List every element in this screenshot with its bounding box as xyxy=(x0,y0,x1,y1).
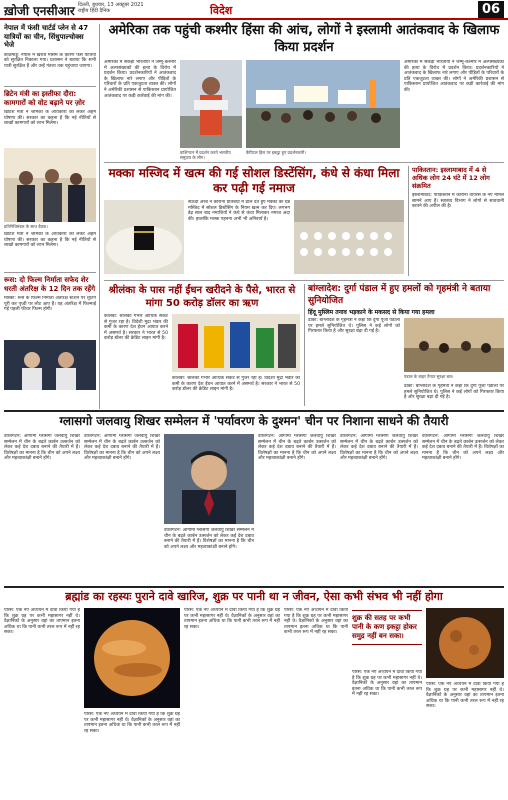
story-body-universe-4: पेरिस: एक नए अध्ययन में दावा किया गया है कि शुक्र ग्रह पर कभी महासागर नहीं थे। वैज्ञानिकों के अनुसार वहां का तापमान इतना अधिक था कि पानी कभी तरल रूप में नहीं रह सका। xyxy=(284,608,348,636)
story-body-universe-6: पेरिस: एक नए अध्ययन में दावा किया गया है कि शुक्र ग्रह पर कभी महासागर नहीं थे। वैज्ञानिकों के अनुसार वहां का तापमान इतना अधिक था कि पानी कभी तरल रूप में नहीं रह सका। xyxy=(426,682,504,710)
masthead xyxy=(0,0,508,20)
story-body: ब्रिटिश मंत्री ने श्रमिकों के अधिकारों को लेकर अहम घोषणा की। सरकार का कहना है कि नई नीतियों से लाखों कामगारों को लाभ मिलेगा। xyxy=(4,110,96,127)
photo-fuel-pumps xyxy=(172,314,300,372)
story-pakistan xyxy=(412,166,504,267)
story-body-glasgow-3: वाशिंगटन: आगामी ग्लासगो जलवायु शिखर सम्मेलन में चीन के बढ़ते कार्बन उत्सर्जन को लेकर कई देश दबाव बनाने की तैयारी में हैं। विशेषज्ञों का मानना है कि चीन को अपने लक्ष्य और महत्वाकांक्षी बनाने होंगे। xyxy=(164,528,254,550)
photo-pandal xyxy=(404,318,504,372)
story-body-bangladesh: ढाका: बांग्लादेश के गृहमंत्री ने कहा कि दुर्गा पूजा पंडालों पर हमले सुनियोजित थे। पुलिस ने कई लोगों को गिरफ्तार किया है और सुरक्षा बढ़ा दी गई है। xyxy=(308,318,400,335)
story-body-glasgow-2: वाशिंगटन: आगामी ग्लासगो जलवायु शिखर सम्मेलन में चीन के बढ़ते कार्बन उत्सर्जन को लेकर कई देश दबाव बनाने की तैयारी में हैं। विशेषज्ञों का मानना है कि चीन को अपने लक्ष्य और महत्वाकांक्षी बनाने होंगे। xyxy=(84,434,160,462)
story-body-universe-2: पेरिस: एक नए अध्ययन में दावा किया गया है कि शुक्र ग्रह पर कभी महासागर नहीं थे। वैज्ञानिकों के अनुसार वहां का तापमान इतना अधिक था कि पानी कभी तरल रूप में नहीं रह सका। xyxy=(84,712,180,734)
story-headline: रूस: दो फिल्म निर्माता सफेद शेर धरती अंतरिक्ष के 12 दिन तक रहेंगे xyxy=(4,276,96,293)
photo-mecca-prayer xyxy=(294,200,404,274)
photo-delegation xyxy=(4,148,96,222)
photo-venus xyxy=(84,608,180,708)
photo-caption: कैपिटल हिल पर इकट्ठा हुए प्रदर्शनकारी। xyxy=(246,150,306,155)
section-title: विदेश xyxy=(210,4,233,17)
story-body-glasgow-4: वाशिंगटन: आगामी ग्लासगो जलवायु शिखर सम्मेलन में चीन के बढ़ते कार्बन उत्सर्जन को लेकर कई देश दबाव बनाने की तैयारी में हैं। विशेषज्ञों का मानना है कि चीन को अपने लक्ष्य और महत्वाकांक्षी बनाने होंगे। xyxy=(258,434,336,462)
divider xyxy=(104,162,504,163)
photo-caption: प्रतिनिधिमंडल के साथ बैठक। xyxy=(4,224,48,229)
pull-quote: शुक्र की सतह पर कभी पानी के कण इकट्ठा होकर समुद्र नहीं बन सका। xyxy=(352,610,422,645)
story-russia xyxy=(4,276,96,326)
story-body-kashmir-continued: अमेरिका में सैकड़ों भारतीयों ने जम्मू-कश्मीर में अल्पसंख्यकों की हत्या के विरोध में प्रदर्शन किया। प्रदर्शनकारियों ने आतंकवाद के खिलाफ नारे लगाए और पीड़ितों के परिवारों के प्रति एकजुटता व्यक्त की। लोगों ने अमेरिकी प्रशासन से पाकिस्तान प्रायोजित आतंकवाद पर कड़ी कार्रवाई की मांग की। xyxy=(404,60,504,93)
story-body: मॉस्को: रूस के फिल्म निर्माता अंतरिक्ष स्टेशन पर शूटिंग पूरी कर पृथ्वी पर लौट आए हैं। यह अंतरिक्ष में फिल्माई गई पहली फीचर फिल्म होगी। xyxy=(4,296,96,313)
headline-glasgow: ग्लासगो जलवायु शिखर सम्मेलन में 'पर्यावरण के दुश्मन' चीन पर निशाना साधने की तैयारी xyxy=(59,414,449,428)
story-body-mecca: सऊदी अरब ने कोरोना प्रतिबंधों में ढील देते हुए मक्का की ग्रैंड मस्जिद में सोशल डिस्टेंसिंग के नियम खत्म कर दिए। लगभग डेढ़ साल बाद नमाजियों ने कंधे से कंधा मिलाकर नमाज अदा की। हालांकि मास्क पहनना अभी भी अनिवार्य है। xyxy=(188,200,290,222)
story-body-universe: पेरिस: एक नए अध्ययन में दावा किया गया है कि शुक्र ग्रह पर कभी महासागर नहीं थे। वैज्ञानिकों के अनुसार वहां का तापमान इतना अधिक था कि पानी कभी तरल रूप में नहीं रह सका। xyxy=(4,608,80,636)
story-headline: ब्रिटेन मंत्री का इस्तीफा दौरा: कामगारों को वोट बढ़ाने पर ज़ोर xyxy=(4,90,85,107)
page-number: 06 xyxy=(478,1,504,18)
story-headline: नेपाल में फंसी चार्टर्ड प्लेन से 47 यात्रियों का चीन, सिंधुपाल्चोक्स भेजे xyxy=(4,24,89,49)
dateline xyxy=(78,2,228,14)
divider xyxy=(4,86,96,87)
photo-caption: पंडाल के बाहर तैनात सुरक्षा बल। xyxy=(404,374,454,379)
photo-caption: वाशिंगटन में प्रदर्शन करते भारतीय समुदाय के लोग। xyxy=(180,150,231,160)
story-body-kashmir: अमेरिका में सैकड़ों भारतीयों ने जम्मू-कश्मीर में अल्पसंख्यकों की हत्या के विरोध में प्रदर्शन किया। प्रदर्शनकारियों ने आतंकवाद के खिलाफ नारे लगाए और पीड़ितों के परिवारों के प्रति एकजुटता व्यक्त की। लोगों ने अमेरिकी प्रशासन से पाकिस्तान प्रायोजित आतंकवाद पर कड़ी कार्रवाई की मांग की। xyxy=(104,60,176,99)
headline-bangladesh: बांग्लादेश: दुर्गा पंडाल में हुए हमलों को गृहमंत्री ने बताया सुनियोजित xyxy=(308,284,491,306)
photo-planet-surface xyxy=(426,608,504,678)
story-body: काठमांडू: नेपाल में खराब मौसम के कारण फंसे यात्रियों को सुरक्षित निकाला गया। प्रशासन ने बताया कि सभी यात्री सुरक्षित हैं और उन्हें गंतव्य तक पहुंचाया जाएगा। xyxy=(4,52,96,69)
story-body-glasgow-5: वाशिंगटन: आगामी ग्लासगो जलवायु शिखर सम्मेलन में चीन के बढ़ते कार्बन उत्सर्जन को लेकर कई देश दबाव बनाने की तैयारी में हैं। विशेषज्ञों का मानना है कि चीन को अपने लक्ष्य और महत्वाकांक्षी बनाने होंगे। xyxy=(340,434,418,462)
story-body-srilanka-continued: कोलंबो: श्रीलंका गंभीर आर्थिक संकट से गुजर रहा है। विदेशी मुद्रा भंडार की कमी के कारण देश ईंधन आयात करने में असमर्थ है। सरकार ने भारत से 50 करोड़ डॉलर की क्रेडिट लाइन मांगी है। xyxy=(172,376,300,393)
story-continued: ब्रिटिश मंत्री ने श्रमिकों के अधिकारों को लेकर अहम घोषणा की। सरकार का कहना है कि नई नीतियों से लाखों कामगारों को लाभ मिलेगा। xyxy=(4,232,96,249)
story-body-glasgow: वाशिंगटन: आगामी ग्लासगो जलवायु शिखर सम्मेलन में चीन के बढ़ते कार्बन उत्सर्जन को लेकर कई देश दबाव बनाने की तैयारी में हैं। विशेषज्ञों का मानना है कि चीन को अपने लक्ष्य और महत्वाकांक्षी बनाने होंगे। xyxy=(4,434,80,462)
story-britain xyxy=(4,90,96,146)
photo-xi-jinping xyxy=(164,434,254,524)
subheadline-bangladesh: हिंदू मुस्लिम तनाव भड़काने के मकसद से किया गया हमला xyxy=(308,309,435,316)
column-rule xyxy=(408,166,409,276)
newspaper-logo: ख़ोजी एनसीआर xyxy=(4,4,75,18)
headline-srilanka: श्रीलंका के पास नहीं ईंधन खरीदने के पैसे, भारत से मांगा 50 करोड़ डॉलर का ऋण xyxy=(108,285,296,309)
story-nepal xyxy=(4,24,96,93)
dateline-text: दिल्ली, बुधवार, 13 अक्टूबर 2021 xyxy=(78,2,144,8)
divider xyxy=(4,410,504,412)
headline-universe: ब्रह्मांड का रहस्यः पुराने दावे खारिज, शुक्र पर पानी था न जीवन, ऐसा कभी संभव भी नहीं होगा xyxy=(65,590,443,603)
dateline-subtext: राष्ट्रीय हिंदी दैनिक xyxy=(78,8,111,14)
headline-kashmir: अमेरिका तक पहुंची कश्मीर हिंसा की आंच, लोगों ने इस्लामी आतंकवाद के खिलाफ किया प्रदर्शन xyxy=(108,23,500,55)
divider xyxy=(104,280,504,281)
divider xyxy=(4,272,96,273)
story-body-universe-5: पेरिस: एक नए अध्ययन में दावा किया गया है कि शुक्र ग्रह पर कभी महासागर नहीं थे। वैज्ञानिकों के अनुसार वहां का तापमान इतना अधिक था कि पानी कभी तरल रूप में नहीं रह सका। xyxy=(352,670,422,698)
divider xyxy=(4,586,504,588)
story-body-bangladesh-continued: ढाका: बांग्लादेश के गृहमंत्री ने कहा कि दुर्गा पूजा पंडालों पर हमले सुनियोजित थे। पुलिस ने कई लोगों को गिरफ्तार किया है और सुरक्षा बढ़ा दी गई है। xyxy=(404,384,504,401)
column-rule xyxy=(99,24,100,409)
photo-kaaba xyxy=(104,200,184,274)
column-rule xyxy=(304,284,305,406)
photo-protest-crowd xyxy=(246,60,400,148)
photo-space-crew xyxy=(4,340,96,390)
story-body-srilanka: कोलंबो: श्रीलंका गंभीर आर्थिक संकट से गुजर रहा है। विदेशी मुद्रा भंडार की कमी के कारण देश ईंधन आयात करने में असमर्थ है। सरकार ने भारत से 50 करोड़ डॉलर की क्रेडिट लाइन मांगी है। xyxy=(104,314,168,342)
story-body-glasgow-6: वाशिंगटन: आगामी ग्लासगो जलवायु शिखर सम्मेलन में चीन के बढ़ते कार्बन उत्सर्जन को लेकर कई देश दबाव बनाने की तैयारी में हैं। विशेषज्ञों का मानना है कि चीन को अपने लक्ष्य और महत्वाकांक्षी बनाने होंगे। xyxy=(422,434,504,462)
photo-protest-woman xyxy=(180,60,242,148)
story-body: इस्लामाबाद: पाकिस्तान में कोरोना वायरस के नए मामले सामने आए हैं। स्वास्थ्य विभाग ने लोगों से सावधानी बरतने की अपील की है। xyxy=(412,193,504,210)
story-body-universe-3: पेरिस: एक नए अध्ययन में दावा किया गया है कि शुक्र ग्रह पर कभी महासागर नहीं थे। वैज्ञानिकों के अनुसार वहां का तापमान इतना अधिक था कि पानी कभी तरल रूप में नहीं रह सका। xyxy=(184,608,280,630)
headline-mecca: मक्का मस्जिद में खत्म की गई सोशल डिस्टेंसिंग, कंधे से कंधा मिला कर पढ़ी गई नमाज xyxy=(108,166,400,195)
story-headline: पाकिस्तान: इस्लामाबाद में 4 से अधिक लोग 24 घंटे में 12 लोग संक्रमित xyxy=(412,166,490,190)
